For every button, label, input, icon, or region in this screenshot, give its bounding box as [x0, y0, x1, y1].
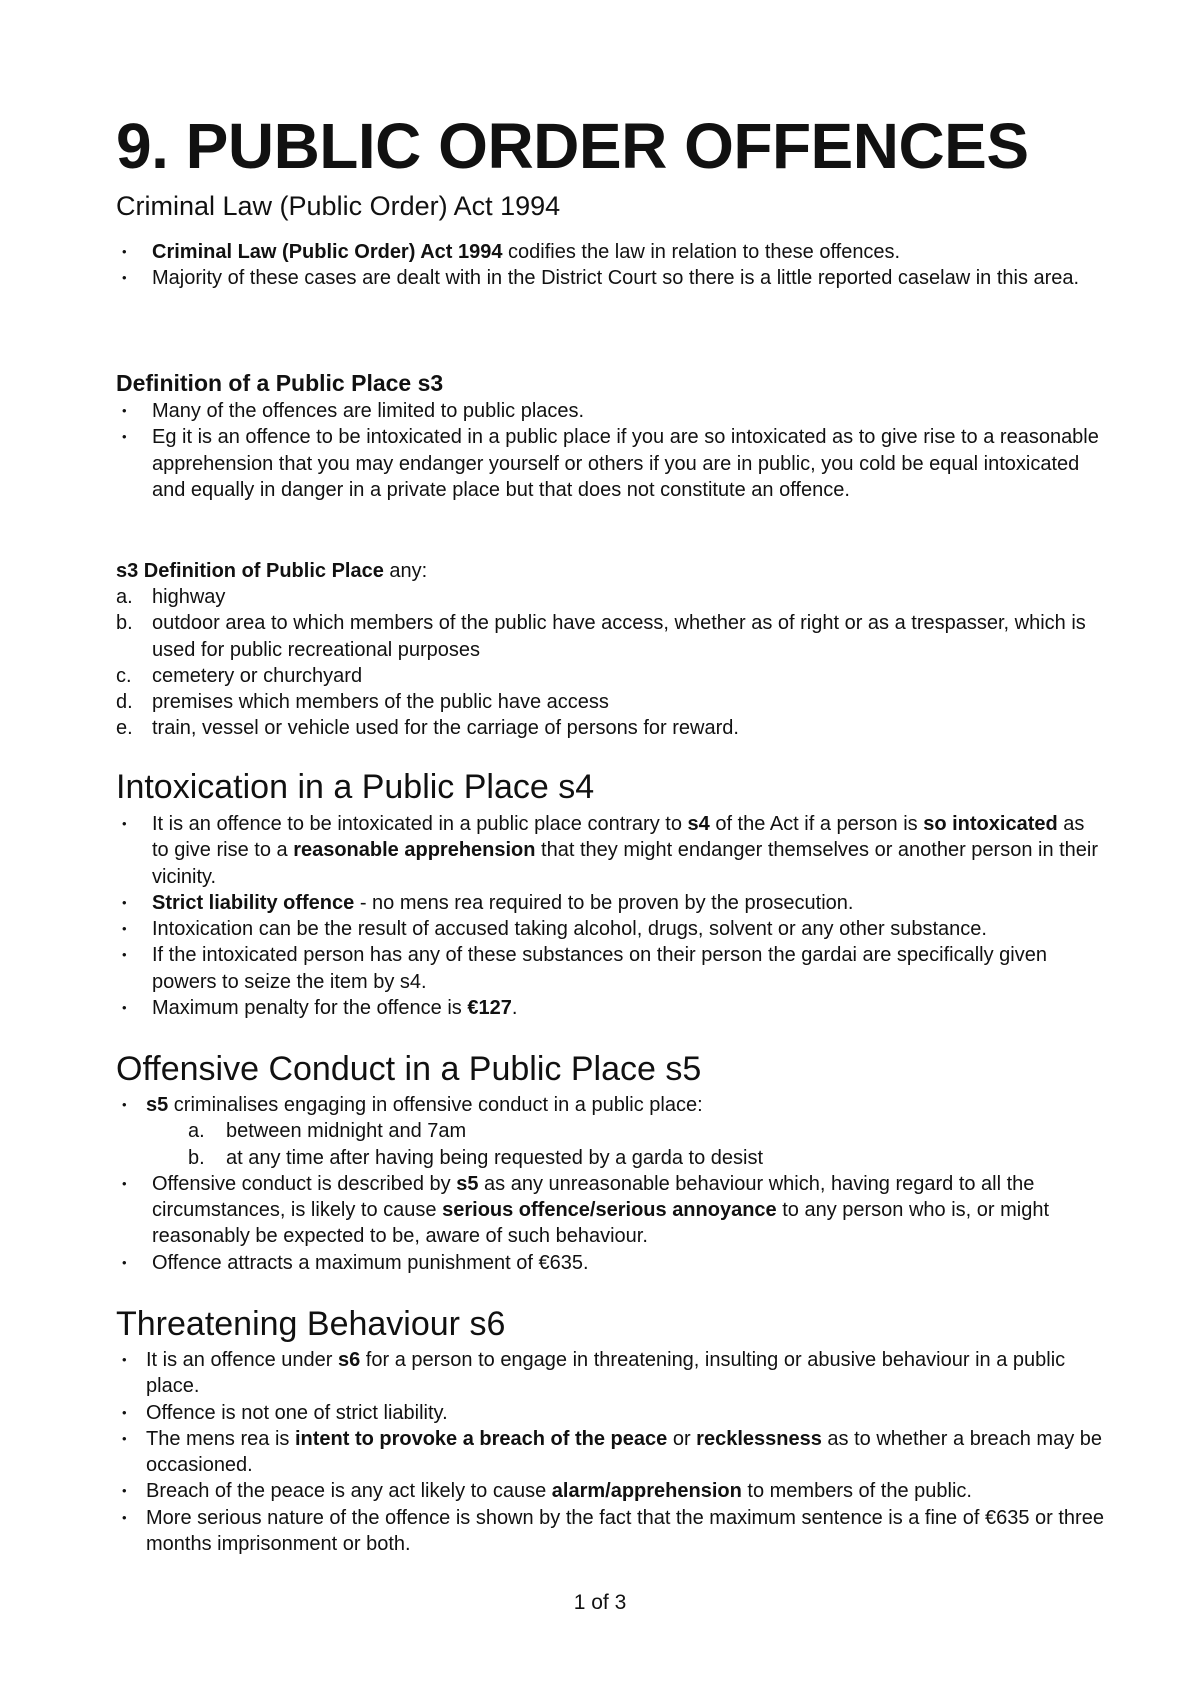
bullet-icon: • — [122, 894, 127, 910]
bullet-icon: • — [122, 1352, 127, 1367]
intoxication-bullet-list — [116, 811, 1106, 1021]
public-place-list-intro: s3 Definition of Public Place any: — [116, 560, 428, 582]
list-item: • Offensive conduct is described by s5 as any unreasonable behaviour which, having regard to all the circumstances, is likely to cause serious offence/serious annoyance to any person who is, or might reasonably be expected to be, aware of such behaviour. — [122, 1172, 1050, 1248]
bullet-icon: • — [122, 921, 127, 937]
list-item: • It is an offence to be intoxicated in a public place contrary to s4 of the Act if a person is so intoxicated as to give rise to a reasonable apprehension that they might endanger themselves or another person in their vicinity. — [122, 813, 1099, 888]
list-item: • Intoxication can be the result of accused taking alcohol, drugs, solvent or any other substance. — [116, 916, 1106, 942]
list-item: • Majority of these cases are dealt with in the District Court so there is a little reported caselaw in this area. — [116, 265, 1106, 291]
public-place-list — [116, 584, 1106, 742]
bullet-icon: • — [122, 1097, 127, 1112]
bullet-icon: • — [122, 244, 127, 259]
bullet-icon: • — [122, 270, 127, 286]
list-item: • Eg it is an offence to be intoxicated in a public place if you are so intoxicated as to give rise to a reasonable apprehension that you may endanger yourself or others if you are in public, you cold be equal intoxicated and equally in danger in a private place but that does not constitute an offence. — [122, 426, 1099, 501]
bullet-icon: • — [122, 1483, 127, 1499]
section-heading-threatening-behaviour: Threatening Behaviour s6 — [116, 1305, 506, 1343]
page-number: 1 of 3 — [573, 1591, 627, 1614]
list-subitem: b. at any time after having being requested by a garda to desist — [188, 1146, 764, 1169]
page-title: 9. PUBLIC ORDER OFFENCES — [116, 110, 1029, 182]
list-item: • The mens rea is intent to provoke a breach of the peace or recklessness as to whether a breach may be occasioned. — [122, 1427, 1102, 1477]
page-subtitle: Criminal Law (Public Order) Act 1994 — [116, 191, 561, 221]
bullet-icon: • — [122, 403, 127, 418]
list-item: • Criminal Law (Public Order) Act 1994 codifies the law in relation to these offences. — [116, 239, 1106, 265]
section-heading-intoxication: Intoxication in a Public Place s4 — [116, 768, 595, 806]
list-item: • Many of the offences are limited to public places. — [116, 398, 1106, 424]
bullet-icon: • — [122, 1509, 127, 1525]
list-item: e. train, vessel or vehicle used for the carriage of persons for reward. — [116, 717, 739, 740]
list-subitem: a. between midnight and 7am — [188, 1120, 467, 1143]
list-item: • Offence attracts a maximum punishment of €635. — [116, 1250, 1106, 1276]
section-heading-offensive-conduct: Offensive Conduct in a Public Place s5 — [116, 1050, 702, 1088]
list-item: d. premises which members of the public have access — [116, 691, 609, 714]
bullet-icon: • — [122, 816, 127, 831]
list-item: • Strict liability offence - no mens rea required to be proven by the prosecution. — [116, 890, 1106, 916]
offensive-conduct-bullet-list — [116, 1092, 1106, 1276]
threatening-behaviour-bullet-list — [116, 1347, 1106, 1557]
list-item: b. outdoor area to which members of the public have access, whether as of right or as a trespasser, which is used for public recreational purposes — [116, 612, 1086, 661]
list-item: • More serious nature of the offence is shown by the fact that the maximum sentence is a fine of €635 or three months imprisonment or both. — [122, 1506, 1104, 1556]
list-item: • Breach of the peace is any act likely to cause alarm/apprehension to members of the public. — [116, 1478, 1106, 1504]
intro-bullet-list — [116, 239, 1106, 292]
bullet-icon: • — [122, 1404, 127, 1420]
bullet-icon: • — [122, 1430, 127, 1446]
bullet-icon: • — [122, 1254, 127, 1270]
list-item: • It is an offence under s6 for a person to engage in threatening, insulting or abusive behaviour in a public place. — [122, 1349, 1066, 1398]
list-item: a. highway — [116, 586, 226, 608]
list-item: • Maximum penalty for the offence is €127. — [116, 995, 1106, 1021]
section-heading-definition: Definition of a Public Place s3 — [116, 370, 444, 396]
bullet-icon: • — [122, 429, 127, 445]
bullet-icon: • — [122, 1000, 127, 1016]
bullet-icon: • — [122, 1175, 127, 1191]
list-item: • Offence is not one of strict liability. — [116, 1400, 1106, 1426]
list-item: • If the intoxicated person has any of these substances on their person the gardai are specifically given powers to seize the item by s4. — [122, 944, 1047, 993]
definition-bullet-list — [116, 398, 1106, 503]
bullet-icon: • — [122, 947, 127, 963]
list-item: c. cemetery or churchyard — [116, 664, 363, 687]
list-item: • s5 criminalises engaging in offensive conduct in a public place: — [116, 1092, 1106, 1118]
